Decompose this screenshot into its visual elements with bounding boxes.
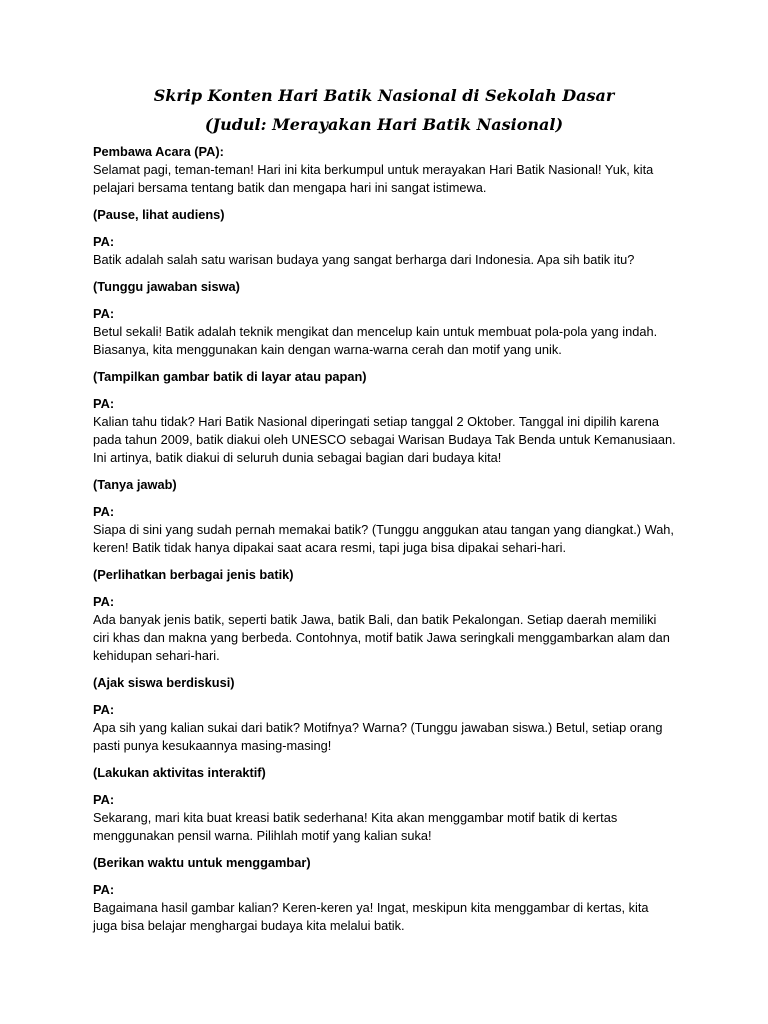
speech-block bbox=[93, 791, 683, 845]
stage-direction: (Tampilkan gambar batik di layar atau papan) bbox=[93, 369, 367, 384]
speaker-label: PA: bbox=[93, 882, 115, 897]
speech-line: Batik adalah salah satu warisan budaya yang sangat berharga dari Indonesia. Apa sih batik itu? bbox=[93, 252, 635, 267]
speech-block bbox=[93, 143, 683, 197]
speech-line: pelajari bersama tentang batik dan mengapa hari ini sangat istimewa. bbox=[93, 180, 487, 195]
document-title: Skrip Konten Hari Batik Nasional di Sekolah Dasar bbox=[153, 86, 615, 105]
speech-line: juga bisa belajar menghargai budaya kita melalui batik. bbox=[93, 918, 405, 933]
speaker-label: PA: bbox=[93, 306, 115, 321]
speech-line: pada tahun 2009, batik diakui oleh UNESCO sebagai Warisan Budaya Tak Benda untuk Kemanusiaan. bbox=[93, 432, 676, 447]
speech-line: Betul sekali! Batik adalah teknik mengikat dan mencelup kain untuk membuat pola-pola yang indah. bbox=[93, 324, 658, 339]
stage-direction: (Berikan waktu untuk menggambar) bbox=[93, 855, 311, 870]
stage-direction: (Lakukan aktivitas interaktif) bbox=[93, 765, 266, 780]
speaker-label: Pembawa Acara (PA): bbox=[93, 144, 224, 159]
speech-line: ciri khas dan makna yang berbeda. Contohnya, motif batik Jawa seringkali menggambarkan alam dan bbox=[93, 630, 670, 645]
stage-direction: (Tanya jawab) bbox=[93, 477, 177, 492]
speech-block bbox=[93, 593, 683, 665]
speech-line: Apa sih yang kalian sukai dari batik? Motifnya? Warna? (Tunggu jawaban siswa.) Betul, setiap orang bbox=[93, 720, 663, 735]
speech-line: Biasanya, kita menggunakan kain dengan warna-warna cerah dan motif yang unik. bbox=[93, 342, 562, 357]
speaker-label: PA: bbox=[93, 396, 115, 411]
speech-block bbox=[93, 305, 683, 359]
speech-line: pasti punya kesukaannya masing-masing! bbox=[93, 738, 332, 753]
speech-line: menggunakan pensil warna. Pilihlah motif yang kalian suka! bbox=[93, 828, 432, 843]
speech-line: Ini artinya, batik diakui di seluruh dunia sebagai bagian dari budaya kita! bbox=[93, 450, 502, 465]
speech-block bbox=[93, 233, 683, 269]
speaker-label: PA: bbox=[93, 234, 115, 249]
speech-line: keren! Batik tidak hanya dipakai saat acara resmi, tapi juga bisa dipakai sehari-hari. bbox=[93, 540, 567, 555]
speech-line: Siapa di sini yang sudah pernah memakai batik? (Tunggu anggukan atau tangan yang diangkat.) Wah, bbox=[93, 522, 674, 537]
stage-direction: (Tunggu jawaban siswa) bbox=[93, 279, 240, 294]
speech-block bbox=[93, 395, 683, 467]
stage-direction: (Perlihatkan berbagai jenis batik) bbox=[93, 567, 294, 582]
speaker-label: PA: bbox=[93, 504, 115, 519]
speech-line: Ada banyak jenis batik, seperti batik Jawa, batik Bali, dan batik Pekalongan. Setiap daerah memiliki bbox=[93, 612, 657, 627]
speech-block bbox=[93, 881, 683, 935]
stage-direction: (Pause, lihat audiens) bbox=[93, 207, 225, 222]
speaker-label: PA: bbox=[93, 702, 115, 717]
speech-line: Kalian tahu tidak? Hari Batik Nasional diperingati setiap tanggal 2 Oktober. Tanggal ini dipilih karena bbox=[93, 414, 660, 429]
document-subtitle: (Judul: Merayakan Hari Batik Nasional) bbox=[204, 115, 564, 134]
speech-line: Sekarang, mari kita buat kreasi batik sederhana! Kita akan menggambar motif batik di kertas bbox=[93, 810, 618, 825]
speaker-label: PA: bbox=[93, 792, 115, 807]
speech-line: kehidupan sehari-hari. bbox=[93, 648, 220, 663]
speech-line: Selamat pagi, teman-teman! Hari ini kita berkumpul untuk merayakan Hari Batik Nasional! Yuk, kita bbox=[93, 162, 654, 177]
speech-block bbox=[93, 503, 683, 557]
speech-line: Bagaimana hasil gambar kalian? Keren-keren ya! Ingat, meskipun kita menggambar di kertas, kita bbox=[93, 900, 649, 915]
stage-direction: (Ajak siswa berdiskusi) bbox=[93, 675, 235, 690]
script-body bbox=[93, 143, 683, 935]
speech-block bbox=[93, 701, 683, 755]
speaker-label: PA: bbox=[93, 594, 115, 609]
